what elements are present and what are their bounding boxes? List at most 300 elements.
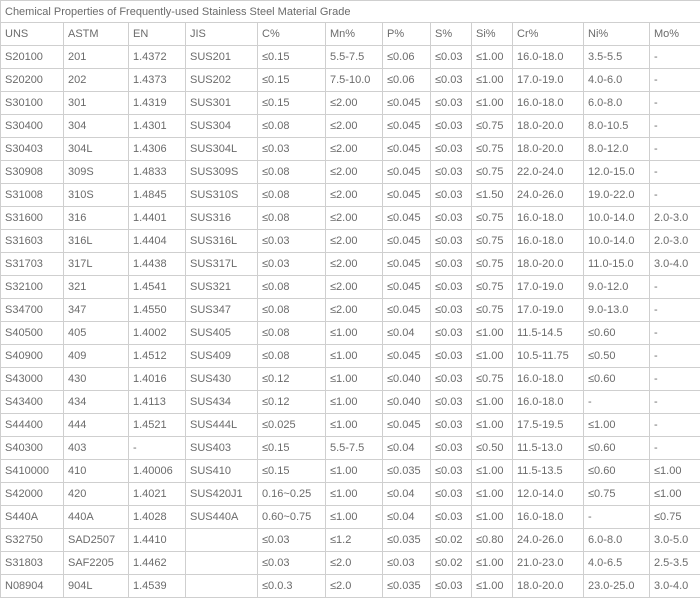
table-cell: ≤0.60: [584, 368, 650, 391]
table-cell: ≤0.03: [258, 138, 326, 161]
table-cell: ≤0.03: [431, 575, 472, 598]
table-cell: S40300: [1, 437, 64, 460]
table-cell: 11.5-14.5: [513, 322, 584, 345]
table-cell: 304L: [64, 138, 129, 161]
table-cell: ≤1.00: [326, 391, 383, 414]
table-cell: ≤0.03: [431, 391, 472, 414]
table-cell: ≤0.0.3: [258, 575, 326, 598]
table-cell: ≤0.03: [258, 552, 326, 575]
table-cell: -: [650, 368, 700, 391]
table-cell: ≤0.04: [383, 437, 431, 460]
table-cell: 23.0-25.0: [584, 575, 650, 598]
table-cell: 309S: [64, 161, 129, 184]
table-cell: ≤0.75: [472, 276, 513, 299]
column-header-si-pct: Si%: [472, 23, 513, 46]
table-cell: ≤0.045: [383, 92, 431, 115]
table-cell: ≤0.60: [584, 460, 650, 483]
table-row: [1, 184, 700, 207]
table-cell: ≤1.00: [650, 460, 700, 483]
column-header-s-pct: S%: [431, 23, 472, 46]
table-cell: ≤0.035: [383, 460, 431, 483]
table-cell: -: [650, 322, 700, 345]
table-cell: 1.4319: [129, 92, 186, 115]
table-cell: 10.5-11.75: [513, 345, 584, 368]
table-cell: 6.0-8.0: [584, 92, 650, 115]
table-cell: 12.0-15.0: [584, 161, 650, 184]
table-cell: 16.0-18.0: [513, 230, 584, 253]
table-cell: ≤0.08: [258, 322, 326, 345]
table-cell: 410: [64, 460, 129, 483]
table-cell: 24.0-26.0: [513, 529, 584, 552]
table-cell: 17.0-19.0: [513, 299, 584, 322]
table-cell: ≤0.15: [258, 92, 326, 115]
table-cell: S440A: [1, 506, 64, 529]
table-cell: 18.0-20.0: [513, 138, 584, 161]
table-cell: ≤0.035: [383, 529, 431, 552]
table-cell: 1.40006: [129, 460, 186, 483]
table-cell: ≤0.50: [472, 437, 513, 460]
table-cell: S44400: [1, 414, 64, 437]
table-cell: ≤0.08: [258, 161, 326, 184]
table-cell: S31600: [1, 207, 64, 230]
table-cell: 17.0-19.0: [513, 69, 584, 92]
table-cell: -: [650, 138, 700, 161]
table-cell: 420: [64, 483, 129, 506]
table-cell: ≤1.00: [472, 391, 513, 414]
table-cell: 1.4002: [129, 322, 186, 345]
table-row: [1, 414, 700, 437]
table-cell: ≤0.045: [383, 184, 431, 207]
table-cell: ≤0.15: [258, 437, 326, 460]
table-cell: -: [650, 276, 700, 299]
table-cell: 1.4306: [129, 138, 186, 161]
table-cell: ≤0.03: [431, 506, 472, 529]
table-cell: ≤0.03: [431, 276, 472, 299]
table-cell: S31603: [1, 230, 64, 253]
table-cell: 4.0-6.0: [584, 69, 650, 92]
table-cell: 18.0-20.0: [513, 253, 584, 276]
table-cell: ≤0.06: [383, 46, 431, 69]
table-cell: ≤1.00: [472, 414, 513, 437]
table-cell: 1.4301: [129, 115, 186, 138]
table-row: [1, 322, 700, 345]
table-cell: ≤0.03: [431, 299, 472, 322]
table-cell: 7.5-10.0: [326, 69, 383, 92]
table-cell: 1.4372: [129, 46, 186, 69]
table-cell: 8.0-12.0: [584, 138, 650, 161]
table-cell: ≤1.00: [472, 552, 513, 575]
table-cell: S30403: [1, 138, 64, 161]
table-cell: ≤1.00: [326, 414, 383, 437]
table-cell: ≤1.00: [472, 46, 513, 69]
table-cell: ≤2.0: [326, 575, 383, 598]
table-cell: 0.16~0.25: [258, 483, 326, 506]
table-cell: ≤0.03: [431, 46, 472, 69]
table-cell: ≤0.08: [258, 115, 326, 138]
table-cell: 1.4401: [129, 207, 186, 230]
column-header-cr-pct: Cr%: [513, 23, 584, 46]
table-row: [1, 276, 700, 299]
table-row: [1, 575, 700, 598]
table-cell: 1.4373: [129, 69, 186, 92]
table-cell: 347: [64, 299, 129, 322]
table-cell: S43000: [1, 368, 64, 391]
table-cell: ≤0.03: [431, 253, 472, 276]
table-cell: ≤0.03: [431, 483, 472, 506]
table-row: [1, 368, 700, 391]
column-header-p-pct: P%: [383, 23, 431, 46]
table-cell: 405: [64, 322, 129, 345]
table-cell: 440A: [64, 506, 129, 529]
table-cell: ≤1.00: [326, 483, 383, 506]
table-cell: ≤0.03: [431, 115, 472, 138]
table-row: [1, 115, 700, 138]
table-cell: ≤2.00: [326, 207, 383, 230]
table-cell: 12.0-14.0: [513, 483, 584, 506]
table-cell: 317L: [64, 253, 129, 276]
table-cell: S30400: [1, 115, 64, 138]
table-cell: SUS444L: [186, 414, 258, 437]
table-cell: [186, 529, 258, 552]
table-cell: ≤2.00: [326, 161, 383, 184]
table-cell: 3.0-4.0: [650, 575, 700, 598]
table-cell: ≤0.75: [650, 506, 700, 529]
table-cell: S40900: [1, 345, 64, 368]
table-cell: ≤1.00: [472, 506, 513, 529]
table-cell: 430: [64, 368, 129, 391]
table-cell: [186, 552, 258, 575]
table-cell: ≤0.03: [258, 230, 326, 253]
table-cell: SUS201: [186, 46, 258, 69]
table-cell: -: [650, 391, 700, 414]
table-cell: 18.0-20.0: [513, 575, 584, 598]
table-cell: S32100: [1, 276, 64, 299]
table-cell: -: [650, 115, 700, 138]
table-row: [1, 230, 700, 253]
table-cell: ≤0.045: [383, 276, 431, 299]
table-cell: ≤1.00: [326, 322, 383, 345]
table-cell: ≤0.02: [431, 552, 472, 575]
table-cell: 1.4512: [129, 345, 186, 368]
table-cell: 1.4016: [129, 368, 186, 391]
table-row: [1, 552, 700, 575]
table-cell: -: [584, 391, 650, 414]
table-cell: 11.0-15.0: [584, 253, 650, 276]
table-cell: SUS420J1: [186, 483, 258, 506]
table-cell: ≤0.03: [258, 253, 326, 276]
table-cell: ≤1.00: [584, 414, 650, 437]
table-cell: S30100: [1, 92, 64, 115]
table-cell: 17.5-19.5: [513, 414, 584, 437]
table-cell: N08904: [1, 575, 64, 598]
table-cell: ≤0.040: [383, 368, 431, 391]
table-row: [1, 460, 700, 483]
table-cell: 316L: [64, 230, 129, 253]
table-cell: 1.4550: [129, 299, 186, 322]
table-cell: ≤2.0: [326, 552, 383, 575]
table-cell: 1.4462: [129, 552, 186, 575]
table-cell: S30908: [1, 161, 64, 184]
table-cell: 9.0-13.0: [584, 299, 650, 322]
table-cell: 1.4521: [129, 414, 186, 437]
table-cell: 1.4438: [129, 253, 186, 276]
table-cell: ≤0.04: [383, 483, 431, 506]
table-cell: 1.4113: [129, 391, 186, 414]
table-cell: S34700: [1, 299, 64, 322]
table-cell: 0.60~0.75: [258, 506, 326, 529]
table-cell: ≤1.2: [326, 529, 383, 552]
table-cell: ≤2.00: [326, 230, 383, 253]
table-cell: ≤0.040: [383, 391, 431, 414]
table-cell: 10.0-14.0: [584, 207, 650, 230]
table-cell: ≤2.00: [326, 115, 383, 138]
table-row: [1, 207, 700, 230]
table-cell: -: [584, 506, 650, 529]
table-cell: ≤0.12: [258, 391, 326, 414]
table-cell: ≤1.00: [326, 368, 383, 391]
table-cell: SAD2507: [64, 529, 129, 552]
table-cell: ≤0.03: [431, 207, 472, 230]
table-cell: 16.0-18.0: [513, 506, 584, 529]
table-cell: ≤0.03: [383, 552, 431, 575]
table-cell: 16.0-18.0: [513, 368, 584, 391]
table-cell: 4.0-6.5: [584, 552, 650, 575]
table-cell: ≤2.00: [326, 92, 383, 115]
table-cell: SUS304: [186, 115, 258, 138]
table-row: [1, 437, 700, 460]
table-cell: SUS410: [186, 460, 258, 483]
table-cell: 21.0-23.0: [513, 552, 584, 575]
table-cell: ≤1.00: [472, 322, 513, 345]
table-cell: ≤0.80: [472, 529, 513, 552]
table-cell: ≤0.02: [431, 529, 472, 552]
table-cell: SUS440A: [186, 506, 258, 529]
column-header-en: EN: [129, 23, 186, 46]
table-cell: 2.5-3.5: [650, 552, 700, 575]
column-header-uns: UNS: [1, 23, 64, 46]
table-row: [1, 161, 700, 184]
table-cell: ≤2.00: [326, 138, 383, 161]
table-cell: ≤0.15: [258, 460, 326, 483]
table-cell: SUS310S: [186, 184, 258, 207]
table-cell: ≤0.045: [383, 299, 431, 322]
table-row: [1, 529, 700, 552]
table-cell: ≤0.60: [584, 322, 650, 345]
table-cell: ≤0.045: [383, 345, 431, 368]
table-cell: 321: [64, 276, 129, 299]
table-cell: 16.0-18.0: [513, 207, 584, 230]
table-cell: -: [650, 46, 700, 69]
table-cell: S31703: [1, 253, 64, 276]
table-cell: ≤0.08: [258, 276, 326, 299]
table-cell: SUS317L: [186, 253, 258, 276]
table-cell: ≤0.045: [383, 138, 431, 161]
table-cell: 22.0-24.0: [513, 161, 584, 184]
table-cell: 904L: [64, 575, 129, 598]
table-cell: 1.4845: [129, 184, 186, 207]
table-cell: 16.0-18.0: [513, 391, 584, 414]
table-cell: -: [129, 437, 186, 460]
table-cell: 11.5-13.5: [513, 460, 584, 483]
table-cell: ≤1.00: [650, 483, 700, 506]
table-cell: 201: [64, 46, 129, 69]
table-cell: 316: [64, 207, 129, 230]
table-row: [1, 483, 700, 506]
table-cell: ≤0.045: [383, 230, 431, 253]
table-cell: 434: [64, 391, 129, 414]
table-cell: 24.0-26.0: [513, 184, 584, 207]
table-cell: 2.0-3.0: [650, 230, 700, 253]
column-header-mo-pct: Mo%: [650, 23, 700, 46]
table-cell: ≤0.75: [472, 115, 513, 138]
table-row: [1, 299, 700, 322]
table-cell: ≤0.025: [258, 414, 326, 437]
table-cell: SUS403: [186, 437, 258, 460]
table-cell: S43400: [1, 391, 64, 414]
table-cell: ≤2.00: [326, 253, 383, 276]
table-cell: SUS202: [186, 69, 258, 92]
table-cell: SUS316: [186, 207, 258, 230]
table-cell: 1.4541: [129, 276, 186, 299]
table-cell: ≤0.03: [258, 529, 326, 552]
table-cell: ≤2.00: [326, 299, 383, 322]
table-cell: ≤0.08: [258, 207, 326, 230]
table-row: [1, 391, 700, 414]
table-cell: -: [650, 299, 700, 322]
table-cell: 19.0-22.0: [584, 184, 650, 207]
table-cell: 5.5-7.5: [326, 437, 383, 460]
header-row: [1, 23, 700, 46]
table-cell: S40500: [1, 322, 64, 345]
table-cell: S410000: [1, 460, 64, 483]
table-row: [1, 46, 700, 69]
table-cell: -: [650, 414, 700, 437]
table-cell: ≤0.03: [431, 414, 472, 437]
table-cell: ≤1.00: [472, 345, 513, 368]
table-cell: SUS409: [186, 345, 258, 368]
table-cell: ≤0.75: [472, 207, 513, 230]
title-row: [1, 1, 700, 23]
table-cell: 403: [64, 437, 129, 460]
table-cell: 18.0-20.0: [513, 115, 584, 138]
column-header-astm: ASTM: [64, 23, 129, 46]
table-cell: ≤2.00: [326, 184, 383, 207]
table-cell: ≤0.75: [584, 483, 650, 506]
table-row: [1, 69, 700, 92]
column-header-c-pct: C%: [258, 23, 326, 46]
table-cell: ≤0.045: [383, 414, 431, 437]
table-cell: [186, 575, 258, 598]
table-cell: SAF2205: [64, 552, 129, 575]
table-cell: SUS309S: [186, 161, 258, 184]
table-cell: ≤0.03: [431, 69, 472, 92]
table-cell: 16.0-18.0: [513, 92, 584, 115]
table-body: [1, 46, 700, 598]
table-cell: ≤0.06: [383, 69, 431, 92]
table-cell: S31803: [1, 552, 64, 575]
table-cell: ≤0.75: [472, 368, 513, 391]
table-cell: 1.4410: [129, 529, 186, 552]
table-cell: ≤0.03: [431, 92, 472, 115]
table-cell: ≤0.03: [431, 437, 472, 460]
table-cell: ≤0.15: [258, 46, 326, 69]
table-cell: SUS405: [186, 322, 258, 345]
table-cell: ≤2.00: [326, 276, 383, 299]
table-cell: 2.0-3.0: [650, 207, 700, 230]
table-cell: ≤1.00: [472, 92, 513, 115]
table-cell: -: [650, 345, 700, 368]
table-cell: -: [650, 92, 700, 115]
table-cell: -: [650, 184, 700, 207]
table-row: [1, 345, 700, 368]
table-cell: 1.4028: [129, 506, 186, 529]
table-cell: SUS347: [186, 299, 258, 322]
table-cell: 3.5-5.5: [584, 46, 650, 69]
table-cell: ≤0.08: [258, 184, 326, 207]
table-cell: -: [650, 69, 700, 92]
table-row: [1, 506, 700, 529]
table-cell: ≤0.03: [431, 161, 472, 184]
table-cell: ≤1.00: [326, 345, 383, 368]
table-cell: ≤1.00: [472, 483, 513, 506]
table-cell: ≤0.035: [383, 575, 431, 598]
table-cell: S20200: [1, 69, 64, 92]
table-cell: ≤0.04: [383, 506, 431, 529]
table-cell: ≤0.75: [472, 138, 513, 161]
table-cell: -: [650, 437, 700, 460]
table-cell: ≤0.08: [258, 299, 326, 322]
table-cell: ≤0.03: [431, 460, 472, 483]
table-cell: 304: [64, 115, 129, 138]
table-cell: ≤0.50: [584, 345, 650, 368]
table-cell: 5.5-7.5: [326, 46, 383, 69]
table-cell: 310S: [64, 184, 129, 207]
column-header-mn-pct: Mn%: [326, 23, 383, 46]
table-cell: SUS301: [186, 92, 258, 115]
table-cell: ≤0.75: [472, 253, 513, 276]
column-header-ni-pct: Ni%: [584, 23, 650, 46]
table-cell: ≤0.03: [431, 322, 472, 345]
table-cell: ≤0.03: [431, 184, 472, 207]
table-cell: ≤0.12: [258, 368, 326, 391]
table-cell: ≤1.00: [326, 506, 383, 529]
table-cell: 10.0-14.0: [584, 230, 650, 253]
table-cell: ≤0.75: [472, 299, 513, 322]
table-cell: ≤0.04: [383, 322, 431, 345]
table-cell: 301: [64, 92, 129, 115]
table-row: [1, 138, 700, 161]
table-cell: 9.0-12.0: [584, 276, 650, 299]
table-cell: 1.4539: [129, 575, 186, 598]
table-cell: 1.4021: [129, 483, 186, 506]
table-cell: ≤0.03: [431, 345, 472, 368]
table-cell: SUS321: [186, 276, 258, 299]
table-cell: 444: [64, 414, 129, 437]
table-cell: 1.4404: [129, 230, 186, 253]
table-cell: 11.5-13.0: [513, 437, 584, 460]
table-cell: ≤0.08: [258, 345, 326, 368]
table-cell: ≤1.50: [472, 184, 513, 207]
table-cell: ≤0.75: [472, 161, 513, 184]
table-cell: SUS304L: [186, 138, 258, 161]
table-cell: 1.4833: [129, 161, 186, 184]
table-cell: SUS434: [186, 391, 258, 414]
table-cell: ≤0.75: [472, 230, 513, 253]
table-cell: ≤1.00: [326, 460, 383, 483]
table-cell: ≤0.15: [258, 69, 326, 92]
table-title: Chemical Properties of Frequently-used Stainless Steel Material Grade: [1, 1, 700, 23]
table-cell: 6.0-8.0: [584, 529, 650, 552]
